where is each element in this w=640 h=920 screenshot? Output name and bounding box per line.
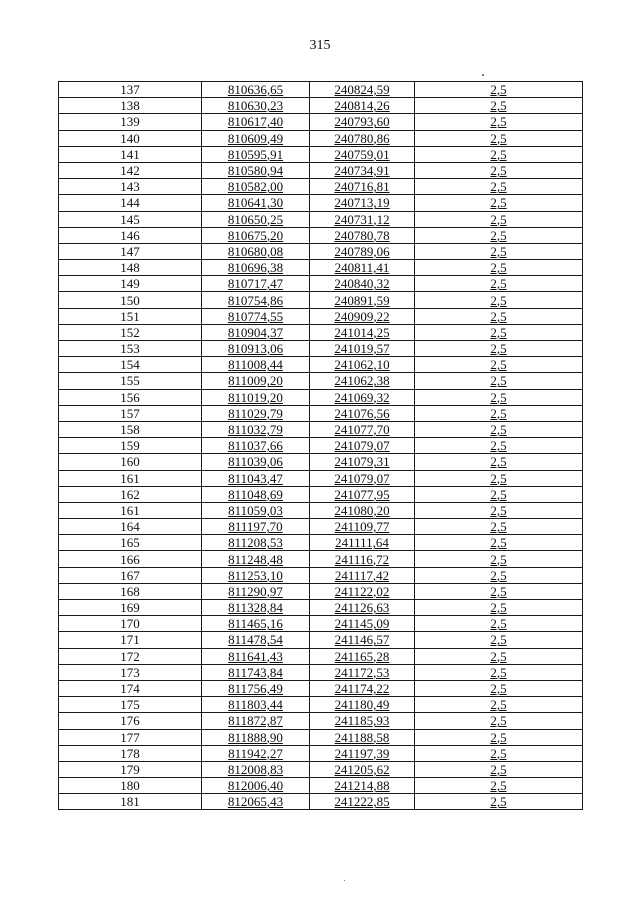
point-number-cell: 141 (59, 146, 202, 162)
page-number: 315 (309, 38, 331, 53)
x-coordinate-cell: 810913,06 (202, 341, 310, 357)
x-coordinate-cell: 810580,94 (202, 162, 310, 178)
point-number-cell: 169 (59, 600, 202, 616)
table-row (59, 260, 583, 276)
x-coordinate-cell: 811328,84 (202, 600, 310, 616)
y-coordinate-cell: 241197,39 (310, 745, 415, 761)
x-coordinate-cell: 811037,66 (202, 438, 310, 454)
point-number-cell: 143 (59, 179, 202, 195)
x-coordinate-cell: 811043,47 (202, 470, 310, 486)
x-coordinate-cell: 811032,79 (202, 421, 310, 437)
y-coordinate-cell: 241145,09 (310, 616, 415, 632)
point-number-cell: 148 (59, 260, 202, 276)
accuracy-cell: 2,5 (415, 227, 583, 243)
accuracy-cell: 2,5 (415, 697, 583, 713)
accuracy-cell: 2,5 (415, 454, 583, 470)
scan-speck (344, 880, 345, 881)
table-row (59, 632, 583, 648)
x-coordinate-cell: 810636,65 (202, 82, 310, 98)
point-number-cell: 154 (59, 357, 202, 373)
accuracy-cell: 2,5 (415, 373, 583, 389)
table-row (59, 179, 583, 195)
accuracy-cell: 2,5 (415, 794, 583, 810)
coordinates-table-body (59, 82, 583, 810)
y-coordinate-cell: 240731,12 (310, 211, 415, 227)
table-row (59, 438, 583, 454)
x-coordinate-cell: 811743,84 (202, 664, 310, 680)
table-row (59, 324, 583, 340)
point-number-cell: 159 (59, 438, 202, 454)
table-row (59, 211, 583, 227)
x-coordinate-cell: 811641,43 (202, 648, 310, 664)
table-row (59, 583, 583, 599)
point-number-cell: 177 (59, 729, 202, 745)
point-number-cell: 146 (59, 227, 202, 243)
coordinates-table (58, 81, 583, 810)
accuracy-cell: 2,5 (415, 357, 583, 373)
y-coordinate-cell: 241174,22 (310, 680, 415, 696)
y-coordinate-cell: 241069,32 (310, 389, 415, 405)
point-number-cell: 145 (59, 211, 202, 227)
x-coordinate-cell: 811478,54 (202, 632, 310, 648)
y-coordinate-cell: 241126,63 (310, 600, 415, 616)
accuracy-cell: 2,5 (415, 778, 583, 794)
accuracy-cell: 2,5 (415, 389, 583, 405)
table-row (59, 341, 583, 357)
point-number-cell: 180 (59, 778, 202, 794)
y-coordinate-cell: 241014,25 (310, 324, 415, 340)
accuracy-cell: 2,5 (415, 341, 583, 357)
x-coordinate-cell: 810609,49 (202, 130, 310, 146)
y-coordinate-cell: 241079,07 (310, 470, 415, 486)
accuracy-cell: 2,5 (415, 648, 583, 664)
table-row (59, 276, 583, 292)
y-coordinate-cell: 241062,10 (310, 357, 415, 373)
point-number-cell: 149 (59, 276, 202, 292)
x-coordinate-cell: 811059,03 (202, 502, 310, 518)
x-coordinate-cell: 812008,83 (202, 761, 310, 777)
point-number-cell: 164 (59, 519, 202, 535)
y-coordinate-cell: 241214,88 (310, 778, 415, 794)
table-row (59, 778, 583, 794)
point-number-cell: 161 (59, 502, 202, 518)
table-row (59, 745, 583, 761)
table-row (59, 470, 583, 486)
accuracy-cell: 2,5 (415, 243, 583, 259)
point-number-cell: 137 (59, 82, 202, 98)
accuracy-cell: 2,5 (415, 745, 583, 761)
table-row (59, 502, 583, 518)
point-number-cell: 178 (59, 745, 202, 761)
point-number-cell: 172 (59, 648, 202, 664)
point-number-cell: 153 (59, 341, 202, 357)
scan-speck (482, 74, 484, 76)
point-number-cell: 170 (59, 616, 202, 632)
accuracy-cell: 2,5 (415, 551, 583, 567)
accuracy-cell: 2,5 (415, 486, 583, 502)
table-row (59, 389, 583, 405)
y-coordinate-cell: 241205,62 (310, 761, 415, 777)
x-coordinate-cell: 810582,00 (202, 179, 310, 195)
point-number-cell: 155 (59, 373, 202, 389)
accuracy-cell: 2,5 (415, 680, 583, 696)
table-row (59, 600, 583, 616)
accuracy-cell: 2,5 (415, 260, 583, 276)
accuracy-cell: 2,5 (415, 600, 583, 616)
table-row (59, 567, 583, 583)
accuracy-cell: 2,5 (415, 713, 583, 729)
point-number-cell: 181 (59, 794, 202, 810)
table-row (59, 616, 583, 632)
y-coordinate-cell: 240909,22 (310, 308, 415, 324)
x-coordinate-cell: 811888,90 (202, 729, 310, 745)
y-coordinate-cell: 241019,57 (310, 341, 415, 357)
table-row (59, 227, 583, 243)
point-number-cell: 167 (59, 567, 202, 583)
y-coordinate-cell: 240789,06 (310, 243, 415, 259)
accuracy-cell: 2,5 (415, 438, 583, 454)
accuracy-cell: 2,5 (415, 761, 583, 777)
y-coordinate-cell: 240759,01 (310, 146, 415, 162)
x-coordinate-cell: 810680,08 (202, 243, 310, 259)
point-number-cell: 179 (59, 761, 202, 777)
y-coordinate-cell: 240793,60 (310, 114, 415, 130)
x-coordinate-cell: 810595,91 (202, 146, 310, 162)
x-coordinate-cell: 810754,86 (202, 292, 310, 308)
accuracy-cell: 2,5 (415, 729, 583, 745)
x-coordinate-cell: 811048,69 (202, 486, 310, 502)
y-coordinate-cell: 240891,59 (310, 292, 415, 308)
table-row (59, 551, 583, 567)
table-row (59, 130, 583, 146)
y-coordinate-cell: 240811,41 (310, 260, 415, 276)
table-row (59, 486, 583, 502)
x-coordinate-cell: 811008,44 (202, 357, 310, 373)
accuracy-cell: 2,5 (415, 502, 583, 518)
y-coordinate-cell: 241180,49 (310, 697, 415, 713)
y-coordinate-cell: 240780,86 (310, 130, 415, 146)
point-number-cell: 138 (59, 98, 202, 114)
table-row (59, 114, 583, 130)
table-row (59, 794, 583, 810)
y-coordinate-cell: 241062,38 (310, 373, 415, 389)
y-coordinate-cell: 240814,26 (310, 98, 415, 114)
x-coordinate-cell: 810717,47 (202, 276, 310, 292)
point-number-cell: 156 (59, 389, 202, 405)
x-coordinate-cell: 811208,53 (202, 535, 310, 551)
x-coordinate-cell: 811253,10 (202, 567, 310, 583)
y-coordinate-cell: 241080,20 (310, 502, 415, 518)
y-coordinate-cell: 241109,77 (310, 519, 415, 535)
table-row (59, 421, 583, 437)
accuracy-cell: 2,5 (415, 82, 583, 98)
point-number-cell: 171 (59, 632, 202, 648)
accuracy-cell: 2,5 (415, 179, 583, 195)
accuracy-cell: 2,5 (415, 567, 583, 583)
y-coordinate-cell: 241116,72 (310, 551, 415, 567)
point-number-cell: 150 (59, 292, 202, 308)
x-coordinate-cell: 811197,70 (202, 519, 310, 535)
x-coordinate-cell: 811803,44 (202, 697, 310, 713)
point-number-cell: 175 (59, 697, 202, 713)
point-number-cell: 166 (59, 551, 202, 567)
accuracy-cell: 2,5 (415, 535, 583, 551)
y-coordinate-cell: 240716,81 (310, 179, 415, 195)
x-coordinate-cell: 810696,38 (202, 260, 310, 276)
point-number-cell: 139 (59, 114, 202, 130)
accuracy-cell: 2,5 (415, 292, 583, 308)
accuracy-cell: 2,5 (415, 470, 583, 486)
x-coordinate-cell: 811465,16 (202, 616, 310, 632)
accuracy-cell: 2,5 (415, 211, 583, 227)
x-coordinate-cell: 810675,20 (202, 227, 310, 243)
table-row (59, 162, 583, 178)
x-coordinate-cell: 812006,40 (202, 778, 310, 794)
x-coordinate-cell: 811009,20 (202, 373, 310, 389)
table-row (59, 713, 583, 729)
y-coordinate-cell: 241117,42 (310, 567, 415, 583)
x-coordinate-cell: 811872,87 (202, 713, 310, 729)
accuracy-cell: 2,5 (415, 616, 583, 632)
y-coordinate-cell: 241165,28 (310, 648, 415, 664)
table-row (59, 680, 583, 696)
y-coordinate-cell: 240824,59 (310, 82, 415, 98)
y-coordinate-cell: 241188,58 (310, 729, 415, 745)
accuracy-cell: 2,5 (415, 421, 583, 437)
point-number-cell: 168 (59, 583, 202, 599)
point-number-cell: 144 (59, 195, 202, 211)
table-row (59, 405, 583, 421)
accuracy-cell: 2,5 (415, 195, 583, 211)
y-coordinate-cell: 240840,32 (310, 276, 415, 292)
table-row (59, 664, 583, 680)
y-coordinate-cell: 241077,95 (310, 486, 415, 502)
point-number-cell: 140 (59, 130, 202, 146)
accuracy-cell: 2,5 (415, 308, 583, 324)
x-coordinate-cell: 810617,40 (202, 114, 310, 130)
x-coordinate-cell: 810650,25 (202, 211, 310, 227)
table-row (59, 146, 583, 162)
x-coordinate-cell: 811290,97 (202, 583, 310, 599)
table-row (59, 729, 583, 745)
table-row (59, 82, 583, 98)
table-row (59, 535, 583, 551)
x-coordinate-cell: 811029,79 (202, 405, 310, 421)
accuracy-cell: 2,5 (415, 519, 583, 535)
accuracy-cell: 2,5 (415, 664, 583, 680)
y-coordinate-cell: 241172,53 (310, 664, 415, 680)
y-coordinate-cell: 241185,93 (310, 713, 415, 729)
table-row (59, 373, 583, 389)
x-coordinate-cell: 810641,30 (202, 195, 310, 211)
y-coordinate-cell: 240734,91 (310, 162, 415, 178)
accuracy-cell: 2,5 (415, 324, 583, 340)
point-number-cell: 162 (59, 486, 202, 502)
y-coordinate-cell: 241222,85 (310, 794, 415, 810)
table-row (59, 195, 583, 211)
table-row (59, 357, 583, 373)
x-coordinate-cell: 812065,43 (202, 794, 310, 810)
y-coordinate-cell: 241076,56 (310, 405, 415, 421)
point-number-cell: 157 (59, 405, 202, 421)
y-coordinate-cell: 241079,31 (310, 454, 415, 470)
y-coordinate-cell: 241122,02 (310, 583, 415, 599)
point-number-cell: 165 (59, 535, 202, 551)
x-coordinate-cell: 811248,48 (202, 551, 310, 567)
table-row (59, 454, 583, 470)
y-coordinate-cell: 240780,78 (310, 227, 415, 243)
point-number-cell: 176 (59, 713, 202, 729)
table-row (59, 308, 583, 324)
point-number-cell: 151 (59, 308, 202, 324)
table-row (59, 761, 583, 777)
accuracy-cell: 2,5 (415, 114, 583, 130)
table-row (59, 648, 583, 664)
accuracy-cell: 2,5 (415, 405, 583, 421)
table-row (59, 243, 583, 259)
x-coordinate-cell: 810904,37 (202, 324, 310, 340)
point-number-cell: 158 (59, 421, 202, 437)
x-coordinate-cell: 811039,06 (202, 454, 310, 470)
y-coordinate-cell: 241146,57 (310, 632, 415, 648)
accuracy-cell: 2,5 (415, 583, 583, 599)
table-row (59, 519, 583, 535)
point-number-cell: 173 (59, 664, 202, 680)
table-row (59, 98, 583, 114)
x-coordinate-cell: 810774,55 (202, 308, 310, 324)
accuracy-cell: 2,5 (415, 276, 583, 292)
y-coordinate-cell: 241079,07 (310, 438, 415, 454)
accuracy-cell: 2,5 (415, 146, 583, 162)
x-coordinate-cell: 811942,27 (202, 745, 310, 761)
y-coordinate-cell: 241077,70 (310, 421, 415, 437)
point-number-cell: 152 (59, 324, 202, 340)
point-number-cell: 147 (59, 243, 202, 259)
accuracy-cell: 2,5 (415, 162, 583, 178)
y-coordinate-cell: 240713,19 (310, 195, 415, 211)
point-number-cell: 161 (59, 470, 202, 486)
point-number-cell: 142 (59, 162, 202, 178)
y-coordinate-cell: 241111,64 (310, 535, 415, 551)
x-coordinate-cell: 811019,20 (202, 389, 310, 405)
point-number-cell: 160 (59, 454, 202, 470)
accuracy-cell: 2,5 (415, 632, 583, 648)
table-row (59, 697, 583, 713)
accuracy-cell: 2,5 (415, 130, 583, 146)
table-row (59, 292, 583, 308)
x-coordinate-cell: 811756,49 (202, 680, 310, 696)
point-number-cell: 174 (59, 680, 202, 696)
x-coordinate-cell: 810630,23 (202, 98, 310, 114)
accuracy-cell: 2,5 (415, 98, 583, 114)
